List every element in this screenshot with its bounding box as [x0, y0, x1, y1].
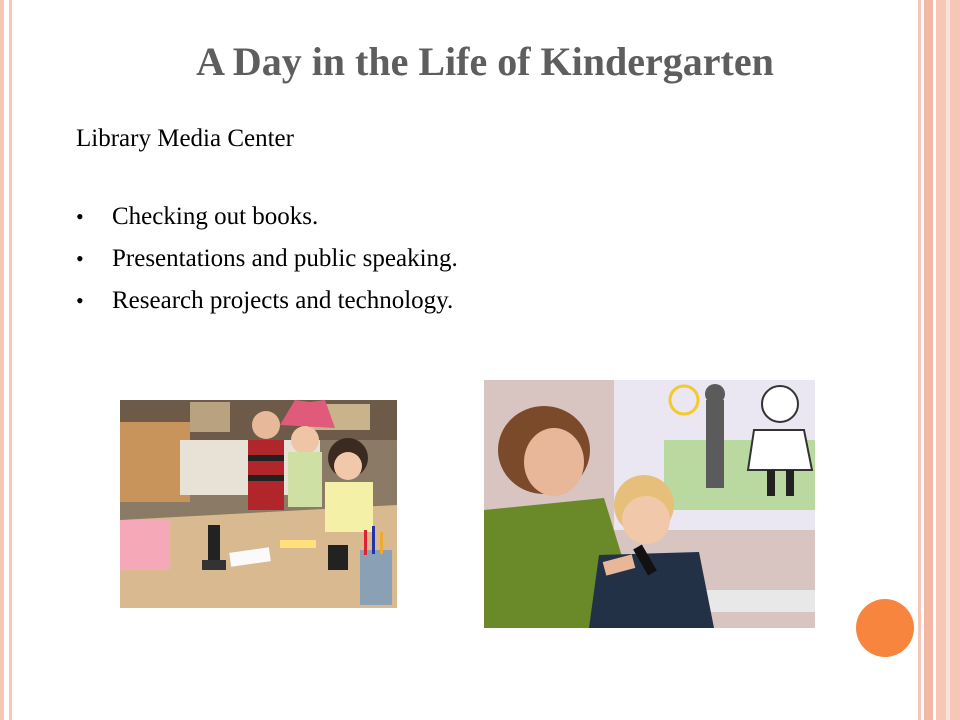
bullet-icon: •	[76, 288, 84, 313]
right-border-stripe-a	[918, 0, 921, 720]
bullet-icon: •	[76, 204, 84, 229]
presentation-photo	[484, 380, 815, 628]
bullet-text: Research projects and technology.	[112, 287, 454, 314]
left-border-outer	[0, 0, 4, 720]
bullet-text: Checking out books.	[112, 203, 319, 230]
orange-circle-decoration	[856, 599, 914, 657]
bullet-icon: •	[76, 246, 84, 271]
slide-subtitle: Library Media Center	[76, 125, 294, 152]
bullet-item	[76, 280, 458, 322]
slide-title: A Day in the Life of Kindergarten	[196, 39, 774, 84]
library-checkout-photo	[120, 400, 397, 608]
bullet-list	[76, 196, 458, 322]
left-border-inner	[9, 0, 12, 720]
bullet-item	[76, 238, 458, 280]
right-border-stripe-b	[924, 0, 933, 720]
bullet-item	[76, 196, 458, 238]
right-border-stripe-d	[946, 0, 950, 720]
bullet-text: Presentations and public speaking.	[112, 245, 458, 272]
